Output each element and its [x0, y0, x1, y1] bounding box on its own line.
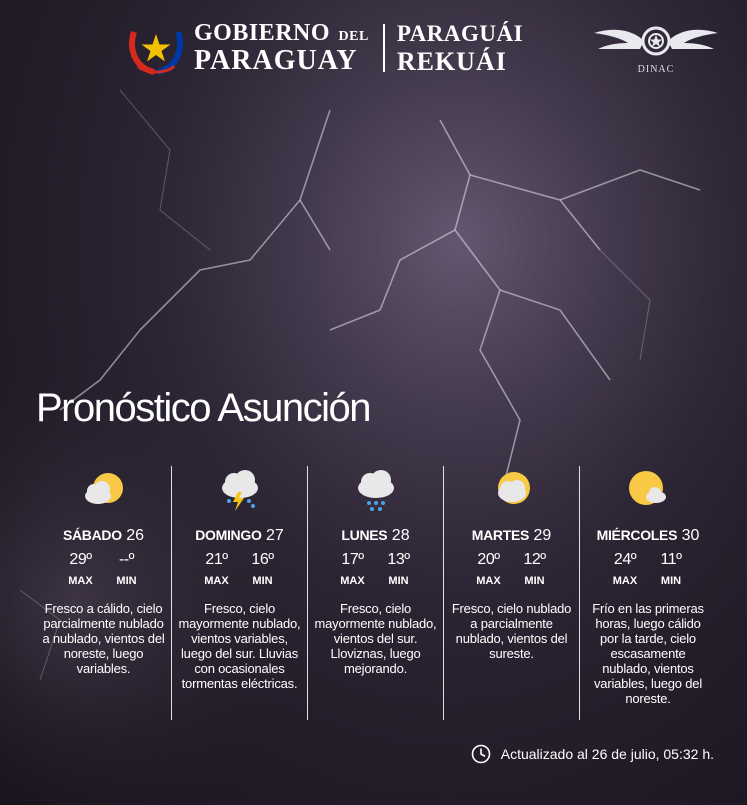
gov-name-line2: PARAGUAY — [194, 45, 358, 76]
max-temp: 29º — [69, 551, 92, 568]
national-seal-icon — [126, 20, 186, 76]
max-label: MAX — [476, 575, 501, 587]
winged-emblem-icon — [592, 21, 720, 61]
slogan-line1: PARAGUÁI — [396, 20, 524, 46]
max-temp: 20º — [477, 551, 500, 568]
min-temp: --º — [119, 551, 134, 568]
clock-icon — [471, 744, 491, 764]
page-title: Pronóstico Asunción — [36, 386, 370, 430]
forecast-day — [444, 466, 580, 720]
forecast-day — [36, 466, 172, 720]
day-name: DOMINGO — [195, 527, 262, 543]
slogan — [397, 22, 523, 75]
day-name: SÁBADO — [62, 527, 122, 543]
day-date: 27 — [266, 527, 284, 544]
day-date: 29 — [533, 527, 552, 544]
gov-name-line1: GOBIERNO — [194, 20, 331, 46]
partly-cloudy-icon — [80, 468, 128, 512]
min-label: MIN — [252, 575, 273, 587]
max-label: MAX — [68, 575, 93, 587]
max-temp: 17º — [341, 551, 364, 568]
updated-text: Actualizado al 26 de julio, 05:32 h. — [500, 746, 714, 762]
thunderstorm-icon — [216, 468, 264, 512]
min-temp: 12º — [523, 551, 546, 568]
forecast-days — [36, 466, 716, 720]
min-label: MIN — [524, 575, 545, 587]
dinac-label: DINAC — [637, 64, 675, 75]
government-logo[interactable] — [126, 20, 369, 76]
header — [126, 18, 726, 78]
min-temp: 11º — [660, 551, 682, 568]
partly-cloudy-icon — [488, 468, 536, 512]
max-label: MAX — [204, 575, 229, 587]
day-name: MIÉRCOLES — [596, 527, 678, 543]
forecast-day — [172, 466, 308, 720]
day-date: 30 — [681, 527, 700, 544]
forecast-day — [308, 466, 444, 720]
min-label: MIN — [660, 575, 682, 587]
max-temp: 21º — [205, 551, 228, 568]
min-label: MIN — [116, 575, 137, 587]
header-divider — [383, 24, 385, 72]
day-date: 28 — [391, 527, 410, 544]
drizzle-icon — [352, 468, 400, 512]
day-description: Fresco, cielo mayormente nublado, vientos variables, luego del sur. Lluvias con ocasionales tormentas eléctricas. — [178, 601, 301, 691]
day-description: Fresco, cielo mayormente nublado, vientos del sur. Lloviznas, luego mejorando. — [314, 601, 437, 676]
mostly-sunny-icon — [624, 468, 672, 512]
max-label: MAX — [340, 575, 365, 587]
forecast-day — [580, 466, 716, 720]
gov-name-small: DEL — [338, 29, 369, 44]
day-description: Frío en las primeras horas, luego cálido por la tarde, cielo escasamente nublado, vientos variables, luego del noreste. — [592, 601, 704, 706]
updated-timestamp — [471, 744, 714, 764]
min-temp: 13º — [387, 551, 410, 568]
dinac-logo[interactable] — [592, 21, 720, 75]
day-description: Fresco a cálido, cielo parcialmente nublado a nublado, vientos del noreste, luego variables. — [42, 601, 165, 676]
day-name: LUNES — [341, 527, 388, 543]
max-temp: 24º — [613, 551, 637, 568]
slogan-line2: REKUÁI — [396, 46, 507, 76]
max-label: MAX — [612, 575, 638, 587]
min-temp: 16º — [251, 551, 274, 568]
min-label: MIN — [388, 575, 409, 587]
day-name: MARTES — [471, 527, 530, 543]
day-description: Fresco, cielo nublado a parcialmente nublado, vientos del sureste. — [451, 601, 572, 661]
day-date: 26 — [126, 527, 145, 544]
